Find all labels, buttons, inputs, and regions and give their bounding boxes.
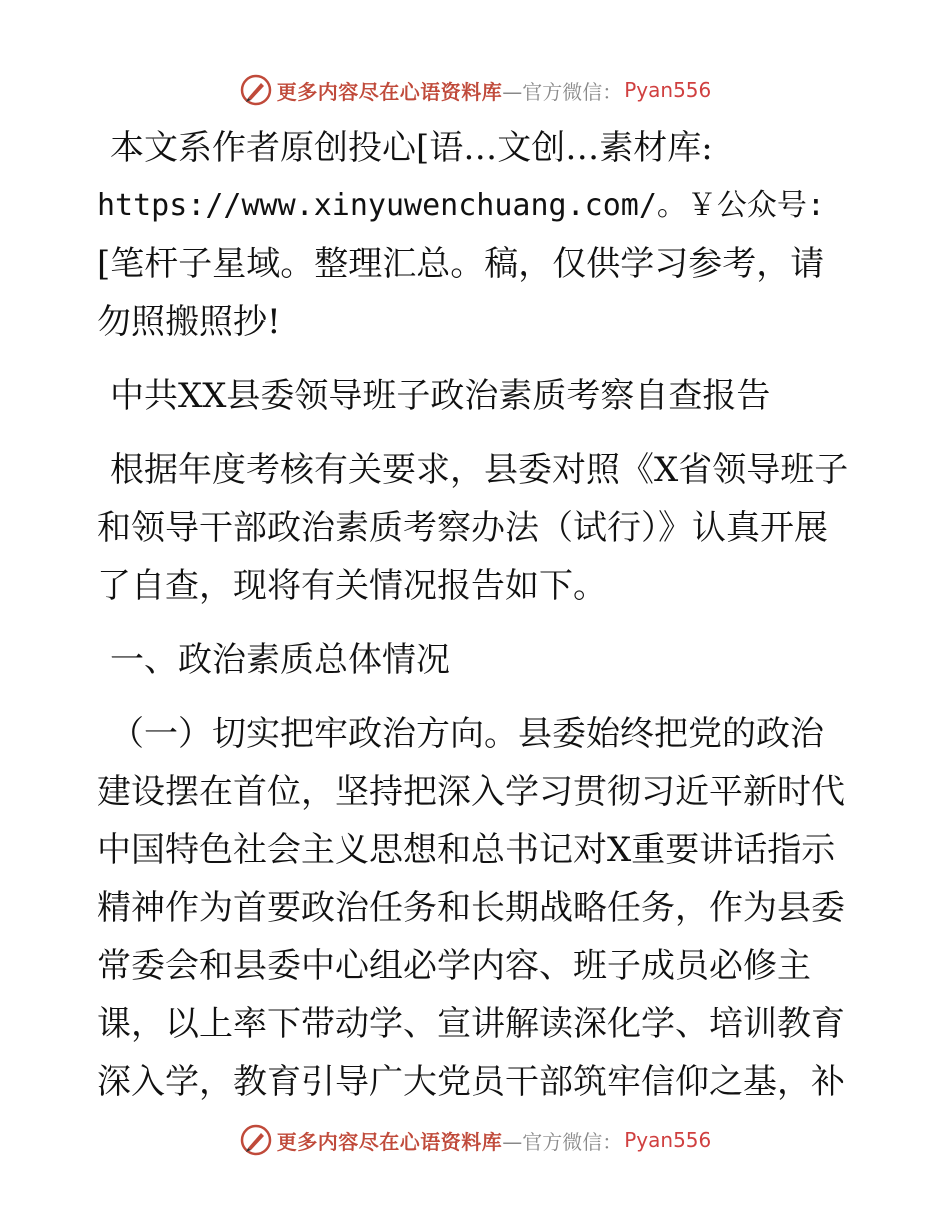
- pen-logo-icon: [239, 73, 273, 107]
- body-line-7: 深入学，教育引导广大党员干部筑牢信仰之基，补: [97, 1062, 845, 1102]
- document-title: 中共XX县委领导班子政治素质考察自查报告: [110, 376, 771, 416]
- watermark-wechat-id: Pyan556: [624, 78, 712, 102]
- section-heading: 一、政治素质总体情况: [110, 640, 450, 680]
- watermark-wechat-id: Pyan556: [624, 1128, 712, 1152]
- body-line-6: 课，以上率下带动学、宣讲解读深化学、培训教育: [97, 1004, 845, 1044]
- intro-line-3: 了自查，现将有关情况报告如下。: [97, 566, 607, 606]
- footer-watermark: [0, 1120, 950, 1160]
- watermark-main-text: 更多内容尽在心语资料库: [276, 79, 503, 104]
- body-line-3: 中国特色社会主义思想和总书记对X重要讲话指示: [97, 830, 836, 870]
- body-line-5: 常委会和县委中心组必学内容、班子成员必修主: [97, 946, 811, 986]
- watermark-separator-text: —官方微信：: [502, 1129, 623, 1154]
- body-line-4: 精神作为首要政治任务和长期战略任务，作为县委: [97, 888, 845, 928]
- header-watermark: [0, 70, 950, 110]
- pen-logo-icon: [239, 1123, 273, 1157]
- notice-line-1: 本文系作者原创投心[语…文创…素材库:: [110, 128, 713, 168]
- body-line-1: （一）切实把牢政治方向。县委始终把党的政治: [110, 714, 824, 754]
- intro-line-1: 根据年度考核有关要求，县委对照《X省领导班子: [110, 450, 849, 490]
- intro-line-2: 和领导干部政治素质考察办法（试行）》认真开展: [97, 508, 828, 548]
- watermark-separator-text: —官方微信：: [502, 79, 623, 104]
- notice-line-4: 勿照搬照抄!: [97, 302, 281, 342]
- watermark-main-text: 更多内容尽在心语资料库: [276, 1129, 503, 1154]
- body-line-2: 建设摆在首位，坚持把深入学习贯彻习近平新时代: [97, 772, 845, 812]
- notice-line-3: [笔杆子星域。整理汇总。稿，仅供学习参考，请: [97, 244, 825, 284]
- notice-line-2-url: https://www.xinyuwenchuang.com/。￥公众号:: [97, 188, 825, 223]
